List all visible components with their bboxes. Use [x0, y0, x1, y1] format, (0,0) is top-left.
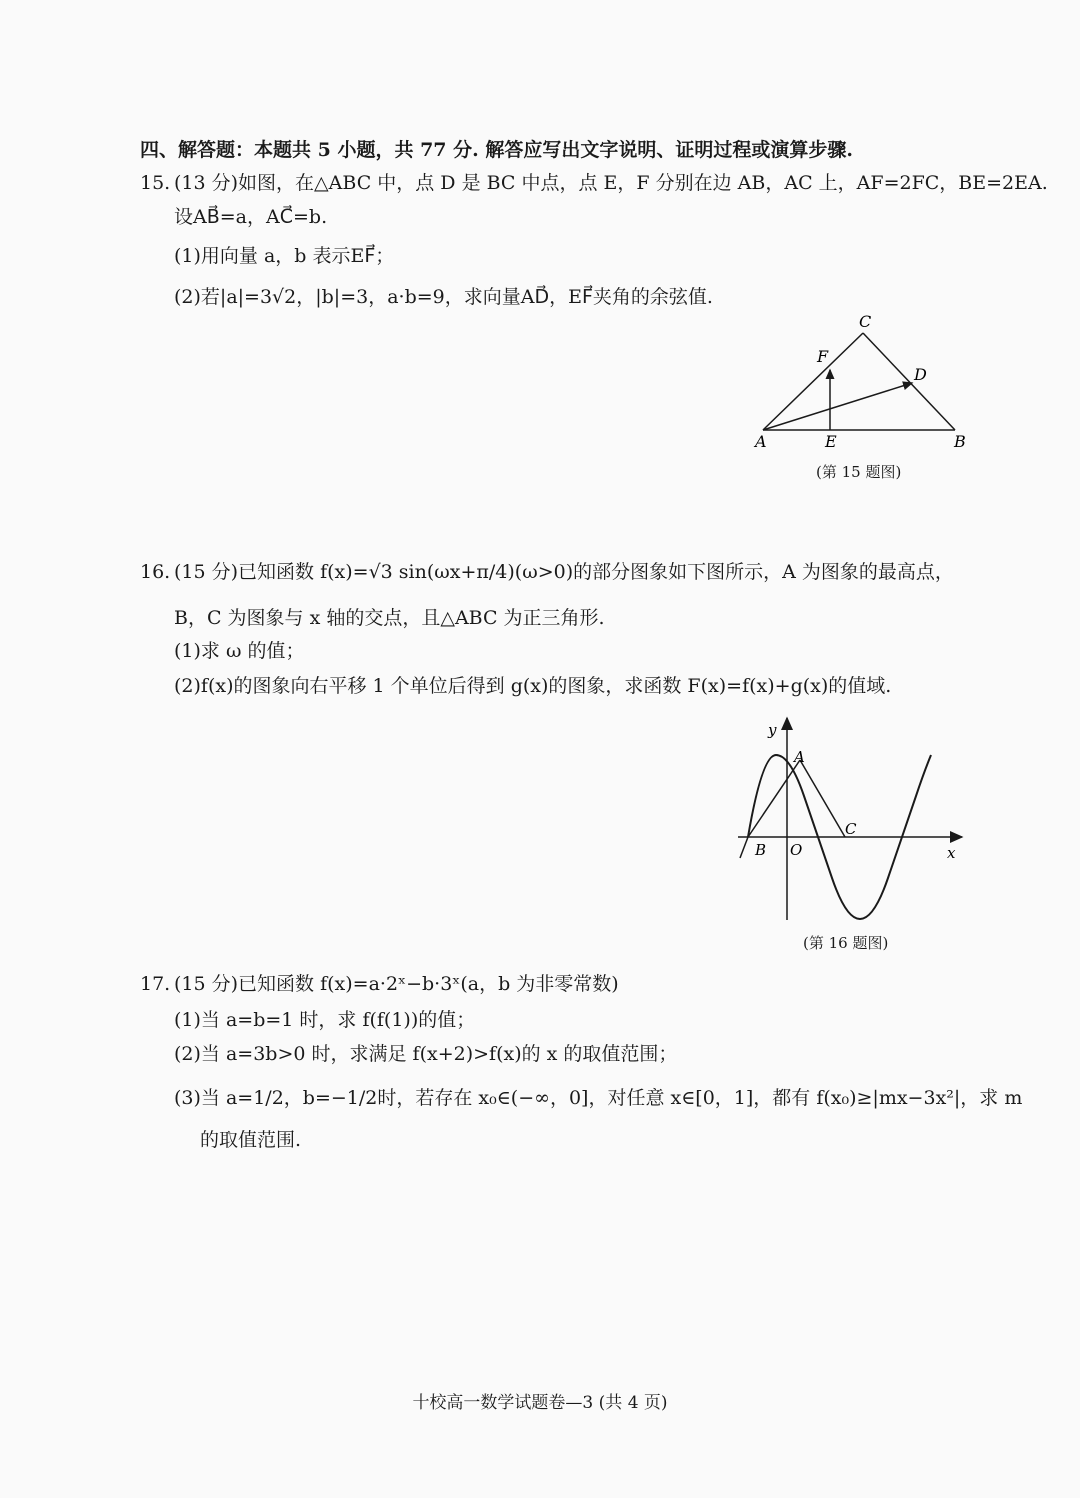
- label-a: A: [794, 748, 805, 766]
- q17-part3: (3)当 a=1/2，b=−1/2时，若存在 x₀∈(−∞，0]，对任意 x∈[0，1]，都有 f(x₀)≥|mx−3x²|，求 m: [174, 1087, 1023, 1109]
- q15-figure: [750, 310, 980, 455]
- q15-stem: [140, 174, 1048, 193]
- q15-stem2: 设AB⃗=a，AC⃗=b.: [174, 206, 328, 228]
- q16-caption: (第 16 题图): [803, 934, 889, 952]
- section-header: 四、解答题：本题共 5 小题，共 77 分. 解答应写出文字说明、证明过程或演算步骤.: [140, 139, 853, 161]
- q16-stem: [140, 563, 954, 582]
- label-c: C: [859, 312, 872, 331]
- q15-part1: (1)用向量 a，b 表示EF⃗；: [174, 245, 395, 267]
- label-o: O: [790, 841, 803, 859]
- q17-number: 17.: [140, 973, 171, 995]
- label-d: D: [914, 365, 927, 384]
- label-e: E: [825, 432, 837, 451]
- segment-ac: [800, 760, 845, 837]
- label-b: B: [954, 432, 966, 451]
- q16-stem2: B，C 为图象与 x 轴的交点，且△ABC 为正三角形.: [174, 607, 605, 629]
- page-footer: 十校高一数学试题卷—3 (共 4 页): [412, 1393, 668, 1413]
- q17-stem-text: (15 分)已知函数 f(x)=a·2ˣ−b·3ˣ(a，b 为非零常数): [174, 973, 619, 995]
- q16-part2: (2)f(x)的图象向右平移 1 个单位后得到 g(x)的图象，求函数 F(x)=f(x)+g(x)的值域.: [174, 675, 892, 697]
- q15-number: 15.: [140, 172, 171, 194]
- label-y: y: [768, 721, 777, 739]
- label-f: F: [817, 347, 829, 366]
- q16-part1: (1)求 ω 的值；: [174, 640, 305, 662]
- segment-ac: [763, 333, 863, 430]
- q17-part3-cont: 的取值范围.: [200, 1129, 302, 1151]
- label-x: x: [947, 844, 956, 862]
- curve-tail: [740, 837, 748, 858]
- q17-part1: (1)当 a=b=1 时，求 f(f(1))的值；: [174, 1009, 476, 1031]
- q16-stem-text: (15 分)已知函数 f(x)=√3 sin(ωx+π/4)(ω>0)的部分图象如下图所示，A 为图象的最高点，: [174, 561, 954, 583]
- q17-stem: [140, 975, 619, 994]
- q16-figure: [735, 710, 970, 925]
- q16-number: 16.: [140, 561, 171, 583]
- q15-stem-text: (13 分)如图，在△ABC 中，点 D 是 BC 中点，点 E，F 分别在边 AB，AC 上，AF=2FC，BE=2EA.: [174, 172, 1048, 194]
- label-c: C: [845, 820, 857, 838]
- q15-caption: (第 15 题图): [816, 463, 902, 481]
- label-a: A: [755, 432, 767, 451]
- q17-part2: (2)当 a=3b>0 时，求满足 f(x+2)>f(x)的 x 的取值范围；: [174, 1043, 678, 1065]
- segment-bc: [863, 333, 955, 430]
- q15-part2: (2)若|a|=3√2，|b|=3，a·b=9，求向量AD⃗，EF⃗夹角的余弦值.: [174, 286, 713, 308]
- label-b: B: [755, 841, 767, 859]
- vector-ad: [763, 383, 912, 430]
